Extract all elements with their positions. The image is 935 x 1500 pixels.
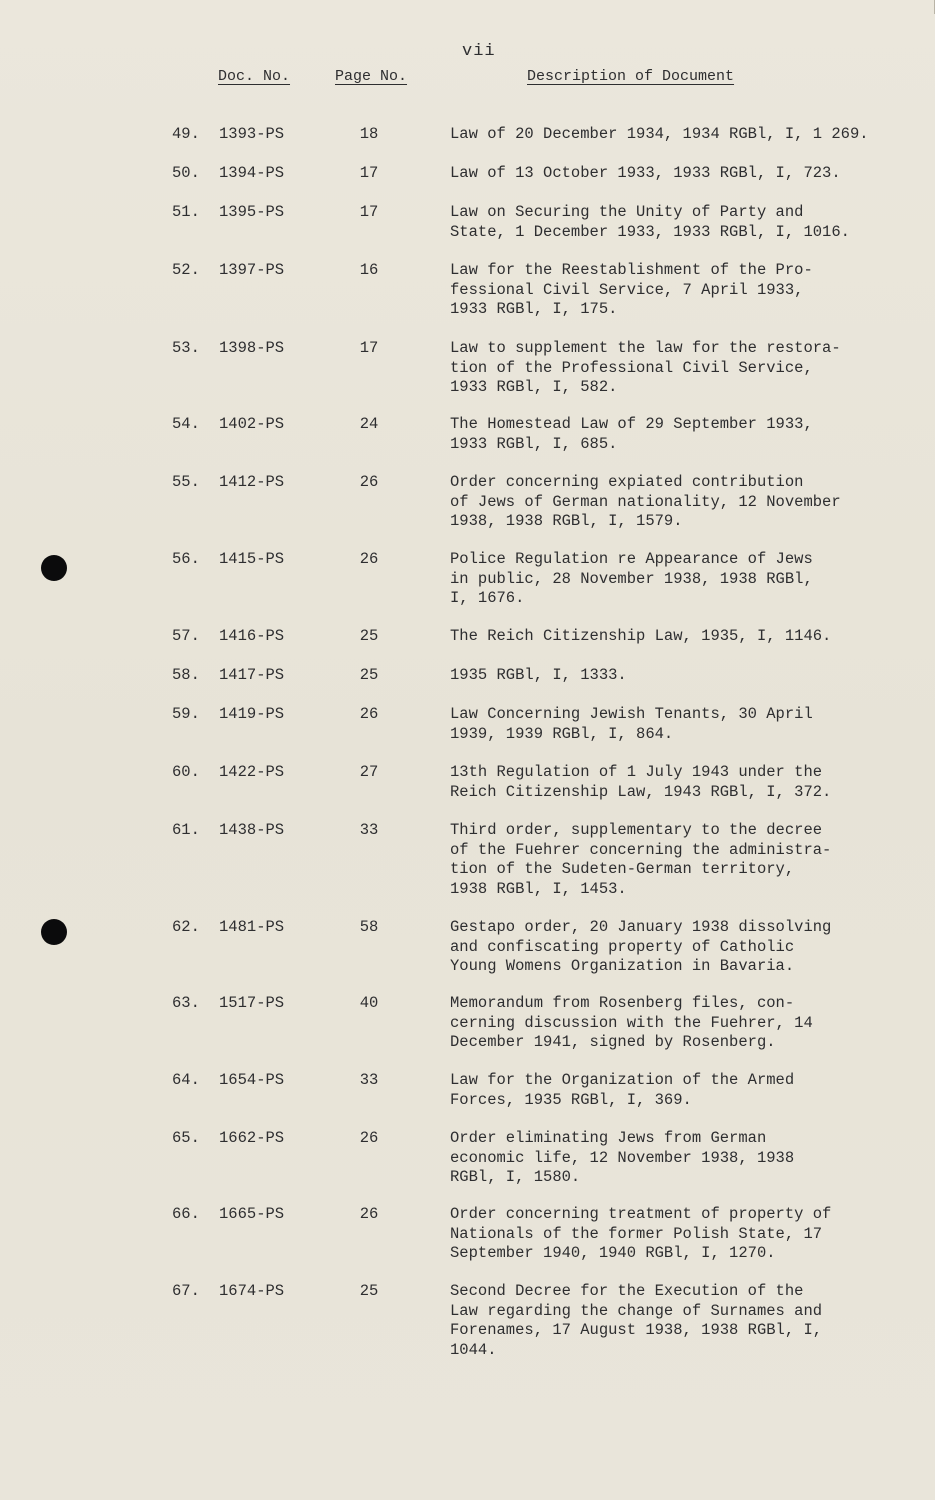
entry-doc-no: 1416-PS <box>219 627 285 645</box>
entry-doc-no: 1662-PS <box>219 1129 285 1147</box>
entry-number: 64. <box>172 1071 200 1089</box>
entry-description: 13th Regulation of 1 July 1943 under the Reich Citizenship Law, 1943 RGBl, I, 372. <box>450 763 832 801</box>
entry-description: The Homestead Law of 29 September 1933, 1933 RGBl, I, 685. <box>450 415 813 453</box>
entry-doc-no: 1397-PS <box>219 261 285 279</box>
entry-page-no: 27 <box>359 763 379 781</box>
punch-hole <box>41 555 67 581</box>
entry-doc-no: 1654-PS <box>219 1071 285 1089</box>
entry-doc-no: 1412-PS <box>219 473 285 491</box>
entry-page-no: 26 <box>359 1205 379 1223</box>
entry-doc-no: 1422-PS <box>219 763 285 781</box>
entry-doc-no: 1415-PS <box>219 550 285 568</box>
entry-description: Gestapo order, 20 January 1938 dissolving and confiscating property of Catholic Young Womens Organization in Bavaria. <box>450 918 832 975</box>
entry-description: 1935 RGBl, I, 1333. <box>450 666 627 684</box>
entry-doc-no: 1398-PS <box>219 339 285 357</box>
entry-doc-no: 1674-PS <box>219 1282 285 1300</box>
page-number: vii <box>462 42 496 61</box>
entry-doc-no: 1402-PS <box>219 415 285 433</box>
entry-doc-no: 1517-PS <box>219 994 285 1012</box>
entry-number: 49. <box>172 125 200 143</box>
entry-description: Police Regulation re Appearance of Jews in public, 28 November 1938, 1938 RGBl, I, 1676. <box>450 550 813 607</box>
entry-page-no: 26 <box>359 1129 379 1147</box>
entry-page-no: 17 <box>359 164 379 182</box>
entry-description: Law Concerning Jewish Tenants, 30 April 1939, 1939 RGBl, I, 864. <box>450 705 813 743</box>
entry-page-no: 58 <box>359 918 379 936</box>
page-edge-mark <box>922 0 935 14</box>
entry-description: The Reich Citizenship Law, 1935, I, 1146. <box>450 627 832 645</box>
entry-page-no: 25 <box>359 627 379 645</box>
entry-doc-no: 1438-PS <box>219 821 285 839</box>
entry-page-no: 33 <box>359 821 379 839</box>
entry-number: 54. <box>172 415 200 433</box>
header-description: Description of Document <box>527 68 735 85</box>
entry-number: 58. <box>172 666 200 684</box>
entry-doc-no: 1481-PS <box>219 918 285 936</box>
entry-description: Order eliminating Jews from German economic life, 12 November 1938, 1938 RGBl, I, 1580. <box>450 1129 795 1186</box>
entry-number: 66. <box>172 1205 200 1223</box>
entry-description: Law on Securing the Unity of Party and State, 1 December 1933, 1933 RGBl, I, 1016. <box>450 203 850 241</box>
entry-number: 56. <box>172 550 200 568</box>
entry-page-no: 18 <box>359 125 379 143</box>
entry-description: Law for the Organization of the Armed Forces, 1935 RGBl, I, 369. <box>450 1071 795 1109</box>
entry-page-no: 25 <box>359 1282 379 1300</box>
entry-number: 55. <box>172 473 200 491</box>
entry-doc-no: 1665-PS <box>219 1205 285 1223</box>
entry-number: 65. <box>172 1129 200 1147</box>
entry-page-no: 33 <box>359 1071 379 1089</box>
entry-number: 51. <box>172 203 200 221</box>
entry-doc-no: 1393-PS <box>219 125 285 143</box>
entry-number: 67. <box>172 1282 200 1300</box>
entry-description: Law of 13 October 1933, 1933 RGBl, I, 723. <box>450 164 841 182</box>
entry-page-no: 24 <box>359 415 379 433</box>
entry-description: Order concerning treatment of property of Nationals of the former Polish State, 17 September 1940, 1940 RGBl, I, 1270. <box>450 1205 832 1262</box>
entry-number: 57. <box>172 627 200 645</box>
entry-doc-no: 1419-PS <box>219 705 285 723</box>
entry-page-no: 16 <box>359 261 379 279</box>
entry-description: Memorandum from Rosenberg files, con- cerning discussion with the Fuehrer, 14 December 1941, signed by Rosenberg. <box>450 994 813 1051</box>
punch-hole <box>41 919 67 945</box>
header-doc-no: Doc. No. <box>218 68 291 85</box>
entry-page-no: 17 <box>359 339 379 357</box>
entry-number: 53. <box>172 339 200 357</box>
entry-page-no: 26 <box>359 550 379 568</box>
entry-description: Law to supplement the law for the restora- tion of the Professional Civil Service, 1933 RGBl, I, 582. <box>450 339 841 396</box>
entry-description: Third order, supplementary to the decree of the Fuehrer concerning the administra- tion of the Sudeten-German territory, 1938 RGBl, I, 1453. <box>450 821 832 898</box>
header-page-no: Page No. <box>335 68 408 85</box>
entry-description: Law of 20 December 1934, 1934 RGBl, I, 1 269. <box>450 125 869 143</box>
entry-doc-no: 1394-PS <box>219 164 285 182</box>
entry-number: 59. <box>172 705 200 723</box>
entry-page-no: 26 <box>359 705 379 723</box>
entry-number: 63. <box>172 994 200 1012</box>
entry-doc-no: 1395-PS <box>219 203 285 221</box>
entry-number: 61. <box>172 821 200 839</box>
entry-doc-no: 1417-PS <box>219 666 285 684</box>
entry-number: 52. <box>172 261 200 279</box>
entry-page-no: 26 <box>359 473 379 491</box>
entry-description: Order concerning expiated contribution of Jews of German nationality, 12 November 1938, 1938 RGBl, I, 1579. <box>450 473 841 530</box>
entry-number: 60. <box>172 763 200 781</box>
entry-page-no: 40 <box>359 994 379 1012</box>
entry-page-no: 17 <box>359 203 379 221</box>
entry-page-no: 25 <box>359 666 379 684</box>
entry-description: Law for the Reestablishment of the Pro- fessional Civil Service, 7 April 1933, 1933 RGBl, I, 175. <box>450 261 813 318</box>
entry-number: 50. <box>172 164 200 182</box>
entry-description: Second Decree for the Execution of the Law regarding the change of Surnames and Forenames, 17 August 1938, 1938 RGBl, I, 1044. <box>450 1282 823 1359</box>
entry-number: 62. <box>172 918 200 936</box>
